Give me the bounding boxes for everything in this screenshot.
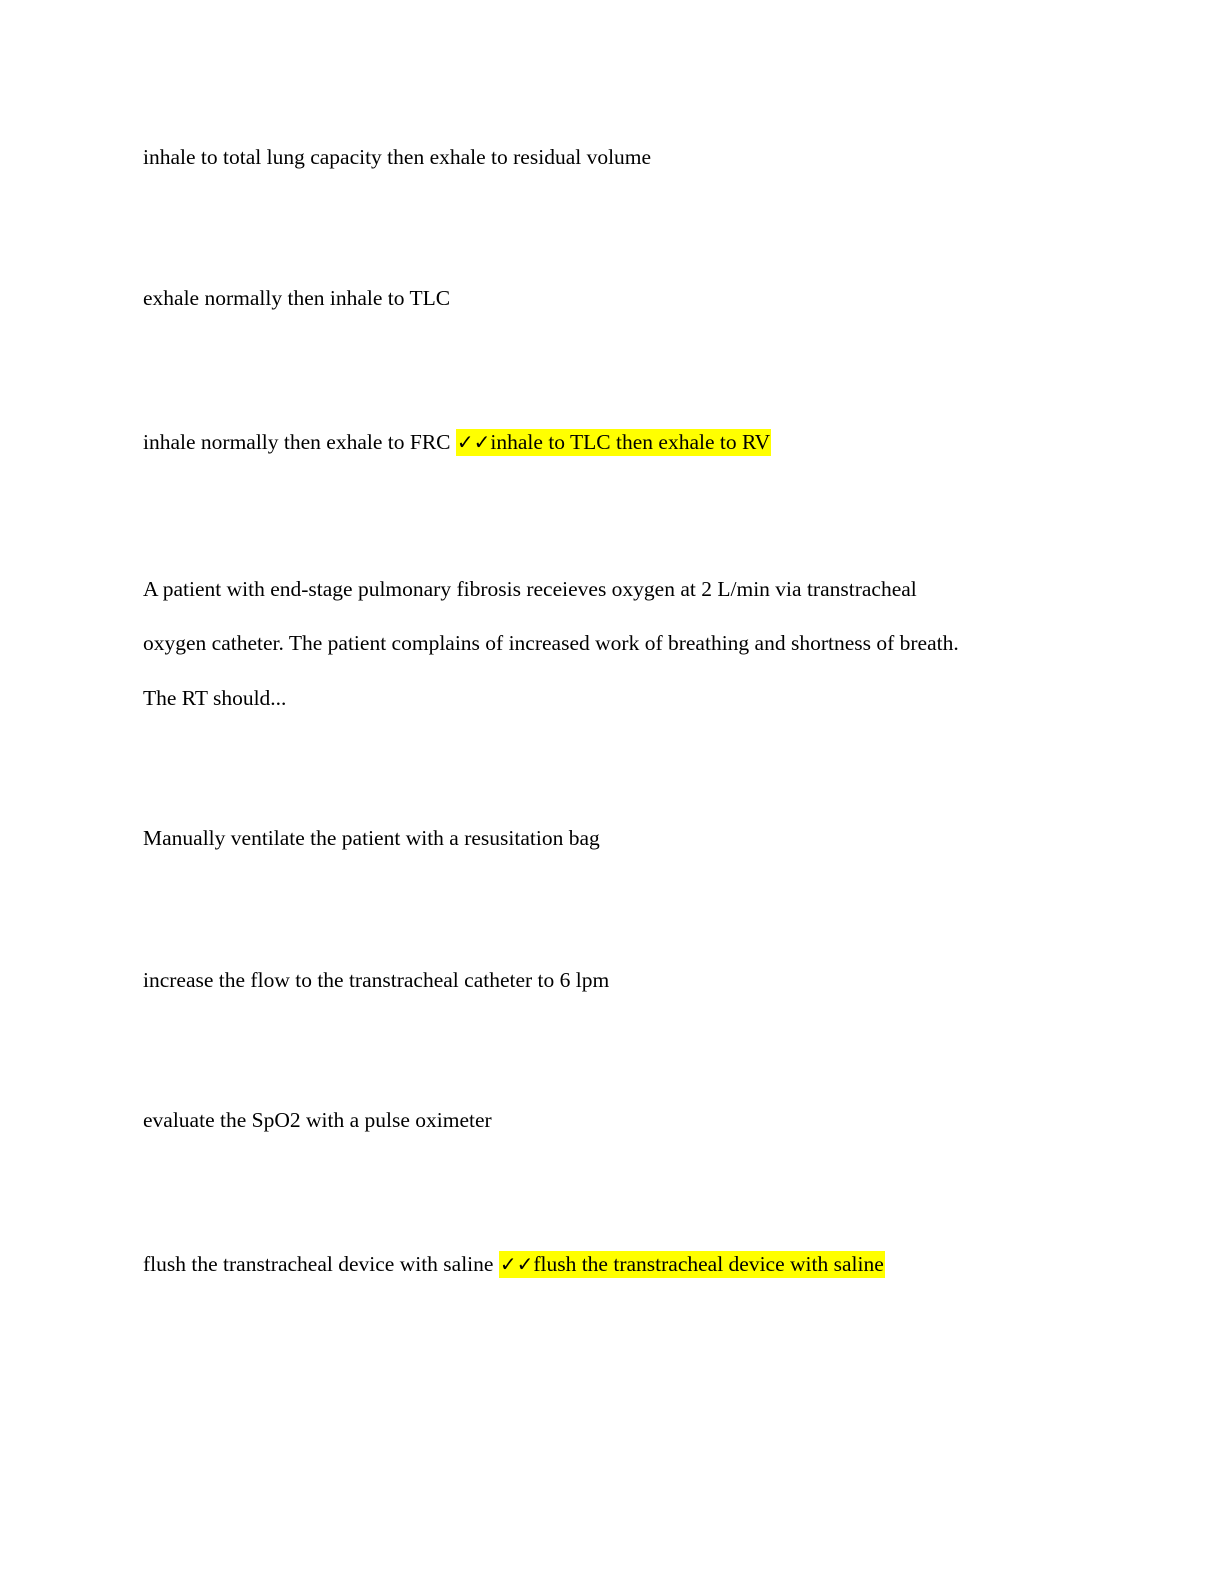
option-line-5: increase the flow to the transtracheal catheter to 6 lpm (143, 968, 610, 992)
question-line-2: oxygen catheter. The patient complains of increased work of breathing and shortness of breath. (143, 631, 959, 655)
highlighted-answer (456, 429, 771, 456)
double-check-icon: ✓✓ (499, 1252, 534, 1276)
option-text: flush the transtracheal device with saline (143, 1252, 494, 1276)
option-line-3 (143, 428, 771, 456)
option-line-1: inhale to total lung capacity then exhale to residual volume (143, 145, 652, 169)
double-check-icon: ✓✓ (456, 430, 491, 454)
option-text: inhale normally then exhale to FRC (143, 430, 451, 454)
answer-text: flush the transtracheal device with saline (533, 1252, 884, 1276)
answer-text: inhale to TLC then exhale to RV (490, 430, 771, 454)
question-line-3: The RT should... (143, 686, 287, 710)
highlighted-answer (499, 1251, 885, 1278)
option-line-2: exhale normally then inhale to TLC (143, 286, 451, 310)
option-line-6: evaluate the SpO2 with a pulse oximeter (143, 1108, 492, 1132)
option-line-4: Manually ventilate the patient with a resusitation bag (143, 826, 600, 850)
question-line-1: A patient with end-stage pulmonary fibrosis receieves oxygen at 2 L/min via transtracheal (143, 577, 917, 601)
option-line-7 (143, 1250, 885, 1278)
